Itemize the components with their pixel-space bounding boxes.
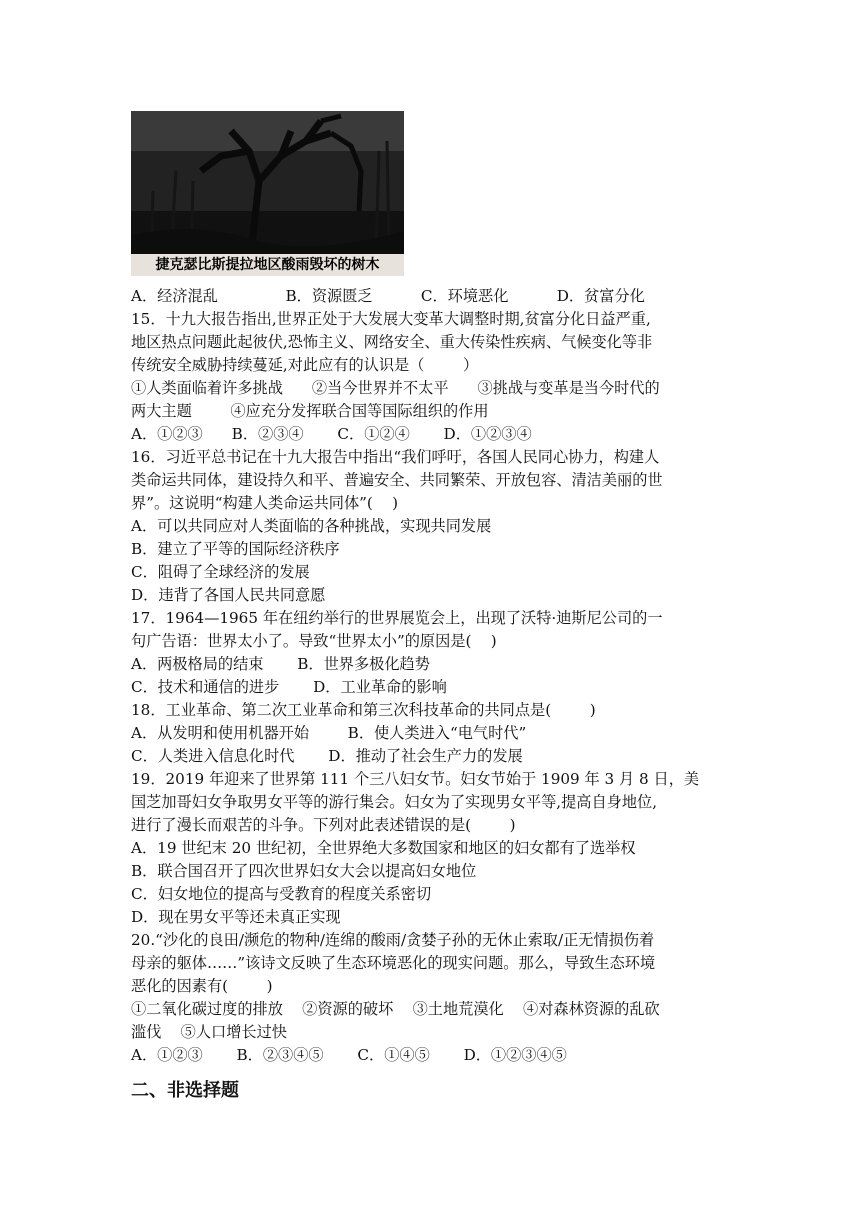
q15-stem-line-3: 传统安全威胁持续蔓延,对此应有的认识是（ ） bbox=[131, 356, 479, 374]
q15-items-line-2: 两大主题 ④应充分发挥联合国等国际组织的作用 bbox=[131, 402, 489, 420]
q18-options-ab: A．从发明和使用机器开始 B．使人类进入“电气时代” bbox=[131, 724, 527, 742]
q17-stem-line-2: 句广告语：世界太小了。导致“世界太小”的原因是( ) bbox=[131, 632, 497, 650]
q18-options-cd: C．人类进入信息化时代 D．推动了社会生产力的发展 bbox=[131, 747, 523, 765]
q19-option-a: A．19 世纪末 20 世纪初，全世界绝大多数国家和地区的妇女都有了选举权 bbox=[131, 839, 636, 857]
q19-option-b: B．联合国召开了四次世界妇女大会以提高妇女地位 bbox=[131, 862, 477, 880]
q19-stem-line-1: 19．2019 年迎来了世界第 111 个三八妇女节。妇女节始于 1909 年 3 月 8 日，美 bbox=[131, 770, 700, 788]
q20-stem-line-3: 恶化的因素有( ) bbox=[131, 977, 273, 995]
q16-option-c: C．阻碍了全球经济的发展 bbox=[131, 563, 310, 581]
q16-option-d: D．违背了各国人民共同意愿 bbox=[131, 586, 326, 604]
q17-options-cd: C．技术和通信的进步 D．工业革命的影响 bbox=[131, 678, 447, 696]
q20-items-line-2: 滥伐 ⑤人口增长过快 bbox=[131, 1023, 287, 1041]
q20-options: A．①②③ B．②③④⑤ C．①④⑤ D．①②③④⑤ bbox=[131, 1046, 567, 1064]
photo-caption: 捷克瑟比斯提拉地区酸雨毁坏的树木 bbox=[131, 254, 404, 276]
q20-items-line-1: ①二氧化碳过度的排放 ②资源的破坏 ③土地荒漠化 ④对森林资源的乱砍 bbox=[131, 1000, 660, 1018]
q16-option-b: B．建立了平等的国际经济秩序 bbox=[131, 540, 340, 558]
acid-rain-tree-photo bbox=[131, 111, 404, 276]
q14-options: A．经济混乱 B．资源匮乏 C．环境恶化 D．贫富分化 bbox=[131, 287, 645, 305]
q16-option-a: A．可以共同应对人类面临的各种挑战，实现共同发展 bbox=[131, 517, 492, 535]
tree-silhouette-image bbox=[131, 111, 404, 276]
q15-stem-line-1: 15．十九大报告指出,世界正处于大发展大变革大调整时期,贫富分化日益严重, bbox=[131, 310, 651, 328]
q19-stem-line-3: 进行了漫长而艰苦的斗争。下列对此表述错误的是( ) bbox=[131, 816, 516, 834]
q19-stem-line-2: 国芝加哥妇女争取男女平等的游行集会。妇女为了实现男女平等,提高自身地位, bbox=[131, 793, 658, 811]
q15-stem-line-2: 地区热点问题此起彼伏,恐怖主义、网络安全、重大传染性疾病、气候变化等非 bbox=[131, 333, 653, 351]
q19-option-c: C．妇女地位的提高与受教育的程度关系密切 bbox=[131, 885, 432, 903]
q17-options-ab: A．两极格局的结束 B．世界多极化趋势 bbox=[131, 655, 430, 673]
q20-stem-line-2: 母亲的躯体……”该诗文反映了生态环境恶化的现实问题。那么，导致生态环境 bbox=[131, 954, 656, 972]
q16-stem-line-3: 界”。这说明“构建人类命运共同体”( ) bbox=[131, 494, 399, 512]
q16-stem-line-1: 16．习近平总书记在十九大报告中指出“我们呼吁，各国人民同心协力，构建人 bbox=[131, 448, 660, 466]
q19-option-d: D．现在男女平等还未真正实现 bbox=[131, 908, 341, 926]
q15-options: A．①②③ B．②③④ C．①②④ D．①②③④ bbox=[131, 425, 532, 443]
q18-stem: 18．工业革命、第二次工业革命和第三次科技革命的共同点是( ) bbox=[131, 701, 596, 719]
q20-stem-line-1: 20.“沙化的良田/濒危的物种/连绵的酸雨/贪婪子孙的无休止索取/正无情损伤着 bbox=[131, 931, 655, 949]
section-heading: 二、非选择题 bbox=[131, 1080, 239, 1101]
q15-items-line-1: ①人类面临着许多挑战 ②当今世界并不太平 ③挑战与变革是当今时代的 bbox=[131, 379, 660, 397]
q16-stem-line-2: 类命运共同体，建设持久和平、普遍安全、共同繁荣、开放包容、清洁美丽的世 bbox=[131, 471, 663, 489]
q17-stem-line-1: 17．1964—1965 年在纽约举行的世界展览会上，出现了沃特·迪斯尼公司的一 bbox=[131, 609, 663, 627]
